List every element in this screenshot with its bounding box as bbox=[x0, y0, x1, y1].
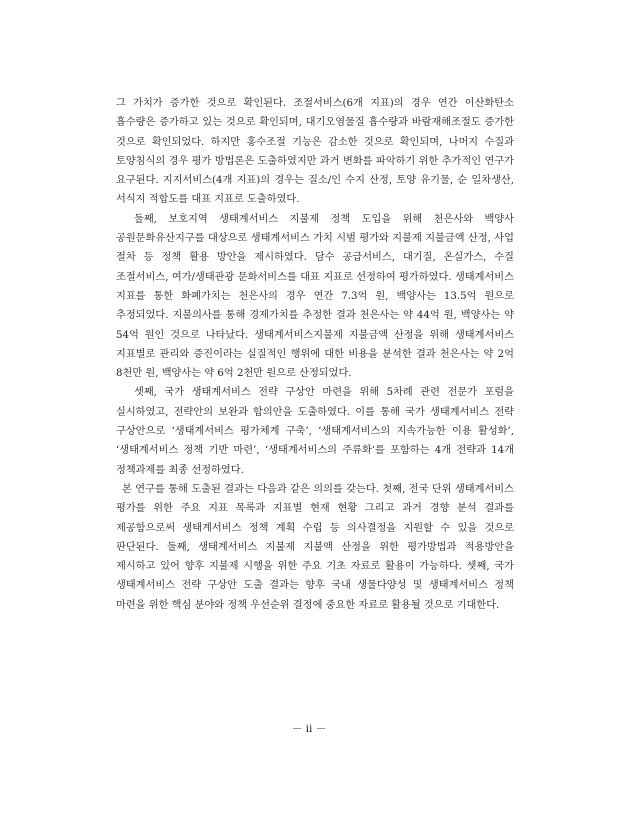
paragraph-continuation: 그 가치가 증가한 것으로 확인된다. 조절서비스(6개 지표)의 경우 연간 이산화탄소 흡수량은 증가하고 있는 것으로 확인되며, 대기오염물질 흡수량과 바람재해조절도 증가한 것으로 확인되었다. 하지만 홍수조절 기능은 감소한 것으로 확인되며, 나머지 수질과 토양침식의 경우 평가 방법론은 도출하였지만 과거 변화를 파악하기 위한 추가적인 연구가 요구된다. 지지서비스(4개 지표)의 경우는 질소/인 수지 산정, 토양 유기물, 순 일차생산, 서식지 적합도를 대표 지표로 도출하였다. bbox=[116, 98, 514, 206]
page-number: － ii － bbox=[291, 723, 327, 735]
paragraph-second: 둘째, 보호지역 생태계서비스 지불제 정책 도입을 위해 천은사와 백양사 공원문화유산지구를 대상으로 생태계서비스 가치 시범 평가와 지불제 지불금액 산정, 사업 절차 등 정책 활용 방안을 제시하였다. 담수 공급서비스, 대기질, 온실가스, 수질 조절서비스, 여가/생태관광 문화서비스를 대표 지표로 선정하여 평가하였다. 생태계서비스 지표를 통한 화폐가치는 천은사의 경우 연간 7.3억 원, 백양사는 13.5억 원으로 추정되었다. 지불의사를 통해 경제가치를 추정한 결과 천은사는 약 44억 원, 백양사는 약 54억 원인 것으로 나타났다. 생태계서비스지불제 지불금액 산정을 위해 생태계서비스 지표별로 관리와 증진이라는 실질적인 행위에 대한 비용을 분석한 결과 천은사는 약 2억 8천만 원, 백양사는 약 6억 2천만 원으로 산정되었다. bbox=[116, 213, 514, 380]
body-text bbox=[116, 94, 514, 615]
paragraph-third: 셋째, 국가 생태계서비스 전략 구상안 마련을 위해 5차례 관련 전문가 포럼을 실시하였고, 전략안의 보완과 합의안을 도출하였다. 이를 통해 국가 생태계서비스 전략 구상안으로 ‘생태계서비스 평가체계 구축’, ‘생태계서비스의 지속가능한 이용 활성화’, ‘생태계서비스 정책 기반 마련’, ‘생태계서비스의 주류화‘를 포함하는 4개 전략과 14개 정책과제를 최종 선정하였다. bbox=[116, 387, 514, 476]
paragraph-significance: 본 연구를 통해 도출된 결과는 다음과 같은 의의를 갖는다. 첫째, 전국 단위 생태계서비스 평가를 위한 주요 지표 목록과 지표별 현재 현황 그리고 과거 경향 분석 결과를 제공함으로써 생태계서비스 정책 계획 수립 등 의사결정을 지원할 수 있을 것으로 판단된다. 둘째, 생태계서비스 지불제 지불액 산정을 위한 평가방법과 적용방안을 제시하고 있어 향후 지불제 시행을 위한 주요 기초 자료로 활용이 가능하다. 셋째, 국가 생태계서비스 전략 구상안 도출 결과는 향후 국내 생물다양성 및 생태계서비스 정책 마련을 위한 핵심 분야와 정책 우선순위 결정에 중요한 자료로 활용될 것으로 기대한다. bbox=[116, 483, 514, 611]
